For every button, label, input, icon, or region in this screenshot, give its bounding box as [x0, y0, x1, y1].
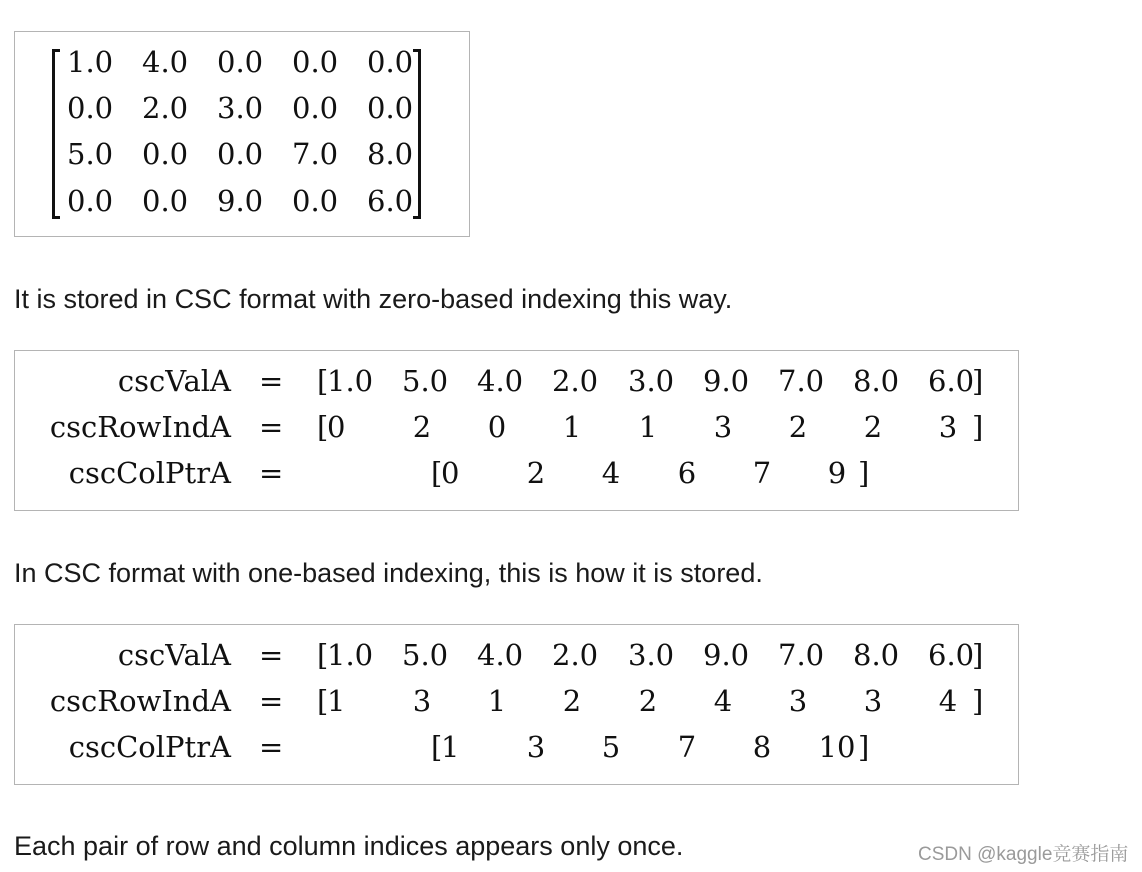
matrix-left-bracket: [52, 49, 60, 219]
csc-zero-based-box: [14, 350, 1019, 511]
matrix-cell: 0.0: [217, 137, 264, 171]
array-label: cscRowIndA: [49, 410, 231, 444]
col-ptr-entry: 10: [818, 730, 856, 764]
close-bracket: ]: [858, 730, 870, 764]
row-index-entry: 0: [327, 410, 346, 444]
val-entry: 5.0: [402, 364, 449, 398]
col-ptr-entry: 7: [677, 730, 697, 764]
val-entry: 6.0: [928, 638, 975, 672]
open-bracket: [: [431, 730, 443, 764]
open-bracket: [: [317, 410, 329, 444]
watermark: CSDN @kaggle竞赛指南: [918, 844, 1129, 865]
matrix-cell: 7.0: [292, 137, 339, 171]
row-index-entry: 2: [638, 684, 658, 718]
matrix-cell: 0.0: [67, 91, 114, 125]
matrix-cell: 0.0: [367, 91, 414, 125]
row-index-entry: 3: [713, 410, 733, 444]
col-ptr-entry: 8: [752, 730, 772, 764]
close-bracket: ]: [972, 638, 984, 672]
col-ptr-entry: 5: [601, 730, 621, 764]
matrix-cell: 0.0: [292, 45, 339, 79]
array-label: cscColPtrA: [68, 730, 231, 764]
val-entry: 8.0: [853, 364, 900, 398]
csc-one-based-box: [14, 624, 1019, 785]
equals-sign: =: [259, 684, 284, 718]
open-bracket: [: [317, 684, 329, 718]
matrix-cell: 8.0: [367, 137, 414, 171]
val-entry: 2.0: [552, 364, 599, 398]
paragraph-one-based: In CSC format with one-based indexing, this is how it is stored.: [14, 558, 763, 588]
open-bracket: [: [317, 638, 329, 672]
matrix-box: [14, 31, 470, 237]
matrix-cell: 0.0: [367, 45, 414, 79]
col-ptr-entry: 9: [827, 456, 847, 490]
val-entry: 3.0: [628, 364, 675, 398]
array-label: cscRowIndA: [49, 684, 231, 718]
col-ptr-entry: 7: [752, 456, 772, 490]
val-entry: 9.0: [703, 638, 750, 672]
row-index-entry: 1: [638, 410, 658, 444]
row-index-entry: 4: [938, 684, 958, 718]
row-index-entry: 1: [327, 684, 346, 718]
val-entry: 1.0: [327, 638, 374, 672]
row-index-entry: 3: [863, 684, 883, 718]
val-entry: 4.0: [477, 638, 524, 672]
matrix-cell: 1.0: [67, 45, 114, 79]
matrix-cell: 0.0: [67, 184, 114, 218]
matrix-right-bracket: [413, 49, 421, 219]
row-index-entry: 1: [487, 684, 507, 718]
matrix-cell: 5.0: [67, 137, 114, 171]
val-entry: 8.0: [853, 638, 900, 672]
val-entry: 1.0: [327, 364, 374, 398]
val-entry: 2.0: [552, 638, 599, 672]
matrix-cell: 2.0: [142, 91, 189, 125]
row-index-entry: 3: [938, 410, 958, 444]
array-label: cscColPtrA: [68, 456, 231, 490]
val-entry: 6.0: [928, 364, 975, 398]
equals-sign: =: [259, 730, 284, 764]
col-ptr-entry: 3: [526, 730, 546, 764]
matrix-cell: 0.0: [217, 45, 264, 79]
val-entry: 3.0: [628, 638, 675, 672]
row-index-entry: 4: [713, 684, 733, 718]
open-bracket: [: [317, 364, 329, 398]
matrix-cell: 0.0: [142, 137, 189, 171]
col-ptr-entry: 1: [441, 730, 460, 764]
row-index-entry: 0: [487, 410, 507, 444]
equals-sign: =: [259, 364, 284, 398]
matrix-cell: 0.0: [292, 91, 339, 125]
close-bracket: ]: [972, 410, 984, 444]
array-label: cscValA: [117, 364, 231, 398]
row-index-entry: 2: [788, 410, 808, 444]
matrix-cell: 4.0: [142, 45, 189, 79]
matrix-cell: 9.0: [217, 184, 264, 218]
row-index-entry: 2: [562, 684, 582, 718]
val-entry: 4.0: [477, 364, 524, 398]
row-index-entry: 2: [863, 410, 883, 444]
col-ptr-entry: 6: [677, 456, 697, 490]
close-bracket: ]: [972, 364, 984, 398]
equals-sign: =: [259, 638, 284, 672]
row-index-entry: 2: [412, 410, 432, 444]
val-entry: 5.0: [402, 638, 449, 672]
row-index-entry: 3: [788, 684, 808, 718]
col-ptr-entry: 4: [601, 456, 621, 490]
array-label: cscValA: [117, 638, 231, 672]
matrix-cell: 6.0: [367, 184, 414, 218]
paragraph-unique-pairs: Each pair of row and column indices appears only once.: [14, 831, 684, 861]
val-entry: 7.0: [778, 638, 825, 672]
open-bracket: [: [431, 456, 443, 490]
row-index-entry: 1: [562, 410, 582, 444]
col-ptr-entry: 0: [441, 456, 460, 490]
close-bracket: ]: [972, 684, 984, 718]
matrix-cell: 3.0: [217, 91, 264, 125]
close-bracket: ]: [858, 456, 870, 490]
col-ptr-entry: 2: [526, 456, 546, 490]
val-entry: 9.0: [703, 364, 750, 398]
equals-sign: =: [259, 456, 284, 490]
equals-sign: =: [259, 410, 284, 444]
row-index-entry: 3: [412, 684, 432, 718]
matrix-cell: 0.0: [142, 184, 189, 218]
paragraph-zero-based: It is stored in CSC format with zero-based indexing this way.: [14, 284, 733, 314]
val-entry: 7.0: [778, 364, 825, 398]
matrix-cell: 0.0: [292, 184, 339, 218]
